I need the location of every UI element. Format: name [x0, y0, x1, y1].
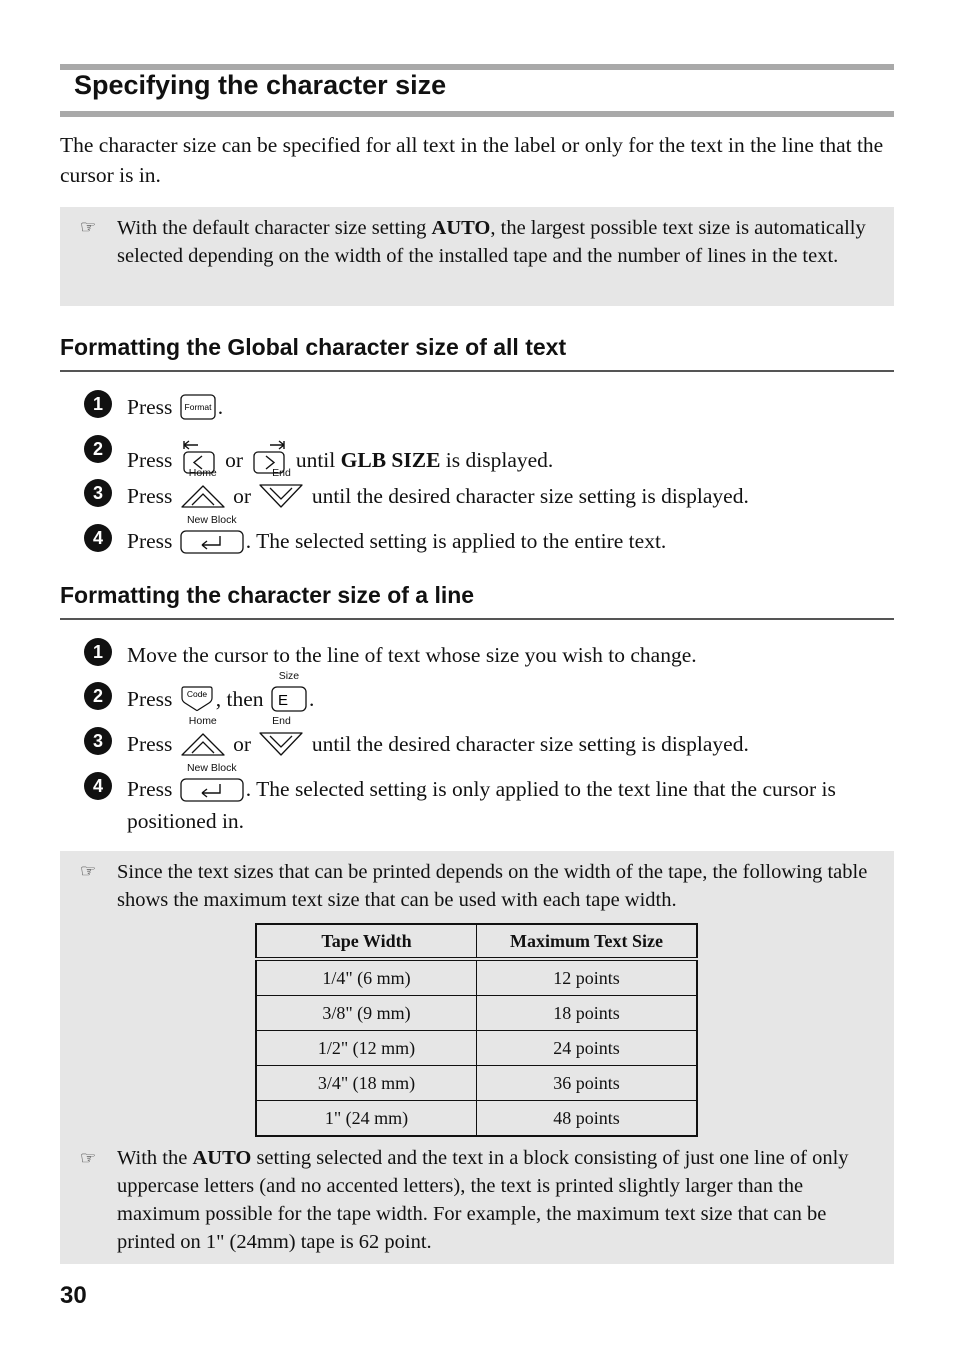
- section-heading-line: Formatting the character size of a line: [60, 582, 475, 608]
- enter-key-icon: New Block: [180, 778, 244, 808]
- table-row: [256, 996, 697, 1031]
- table-cell: 36 points: [477, 1066, 698, 1101]
- table-cell: 3/4" (18 mm): [256, 1066, 477, 1101]
- table-cell: 1/2" (12 mm): [256, 1031, 477, 1066]
- pointing-hand-icon: ☞: [80, 861, 97, 881]
- table-cell: 1/4" (6 mm): [256, 959, 477, 996]
- pointing-hand-icon: ☞: [80, 217, 97, 237]
- title-bar-bottom: [60, 111, 894, 117]
- size-e-key-icon: Size E: [271, 686, 307, 718]
- table-row: [256, 1101, 697, 1137]
- table-cell: 48 points: [477, 1101, 698, 1137]
- step-number: 1: [84, 638, 112, 666]
- table-row: [256, 1031, 697, 1066]
- step-number: 2: [84, 435, 112, 463]
- step-number: 4: [84, 524, 112, 552]
- end-down-key-icon: End: [258, 731, 304, 763]
- code-key-icon: [180, 686, 214, 718]
- section-rule: [60, 618, 894, 620]
- section-heading-global: Formatting the Global character size of all text: [60, 334, 567, 360]
- table-cell: 3/8" (9 mm): [256, 996, 477, 1031]
- table-header-row: [256, 924, 697, 959]
- svg-text:E: E: [277, 692, 288, 709]
- section-rule: [60, 370, 894, 372]
- svg-text:Format: Format: [184, 402, 212, 412]
- table-row: [256, 1066, 697, 1101]
- home-up-key-icon: Home: [180, 731, 226, 763]
- step-number: 4: [84, 772, 112, 800]
- intro-paragraph: The character size can be specified for all text in the label or only for the text in the line that the cursor is in.: [60, 133, 884, 187]
- step-number: 1: [84, 390, 112, 418]
- step-number: 3: [84, 479, 112, 507]
- column-header: Tape Width: [256, 924, 477, 959]
- step-number: 3: [84, 727, 112, 755]
- table-cell: 24 points: [477, 1031, 698, 1066]
- column-header: Maximum Text Size: [477, 924, 698, 959]
- step-number: 2: [84, 682, 112, 710]
- page-number: 30: [60, 1282, 87, 1309]
- table-row: [256, 959, 697, 996]
- note-text-auto: With the AUTO setting selected and the text in a block consisting of just one line of only uppercase letters (and no accented letters), the text is printed slightly larger than the maximum possible for the tape width. For example, the maximum text size that can be printed on 1" (24mm) tape is 62 point.: [117, 1147, 849, 1253]
- svg-text:Code: Code: [186, 689, 207, 699]
- page-title: Specifying the character size: [74, 70, 447, 100]
- table-cell: 18 points: [477, 996, 698, 1031]
- table-cell: 12 points: [477, 959, 698, 996]
- note-box-default-size: [60, 207, 894, 306]
- tape-width-table: [255, 923, 698, 1137]
- note-text: With the default character size setting AUTO, the largest possible text size is automatically selected depending on the width of the installed tape and the number of lines in the text.: [117, 217, 866, 267]
- enter-key-icon: New Block: [180, 530, 244, 560]
- table-cell: 1" (24 mm): [256, 1101, 477, 1137]
- format-key-icon: [180, 394, 216, 426]
- end-down-key-icon: End: [258, 483, 304, 515]
- home-up-key-icon: Home: [180, 483, 226, 515]
- note-text: Since the text sizes that can be printed depends on the width of the tape, the following table shows the maximum text size that can be used with each tape width.: [117, 861, 868, 911]
- pointing-hand-icon: ☞: [80, 1148, 97, 1168]
